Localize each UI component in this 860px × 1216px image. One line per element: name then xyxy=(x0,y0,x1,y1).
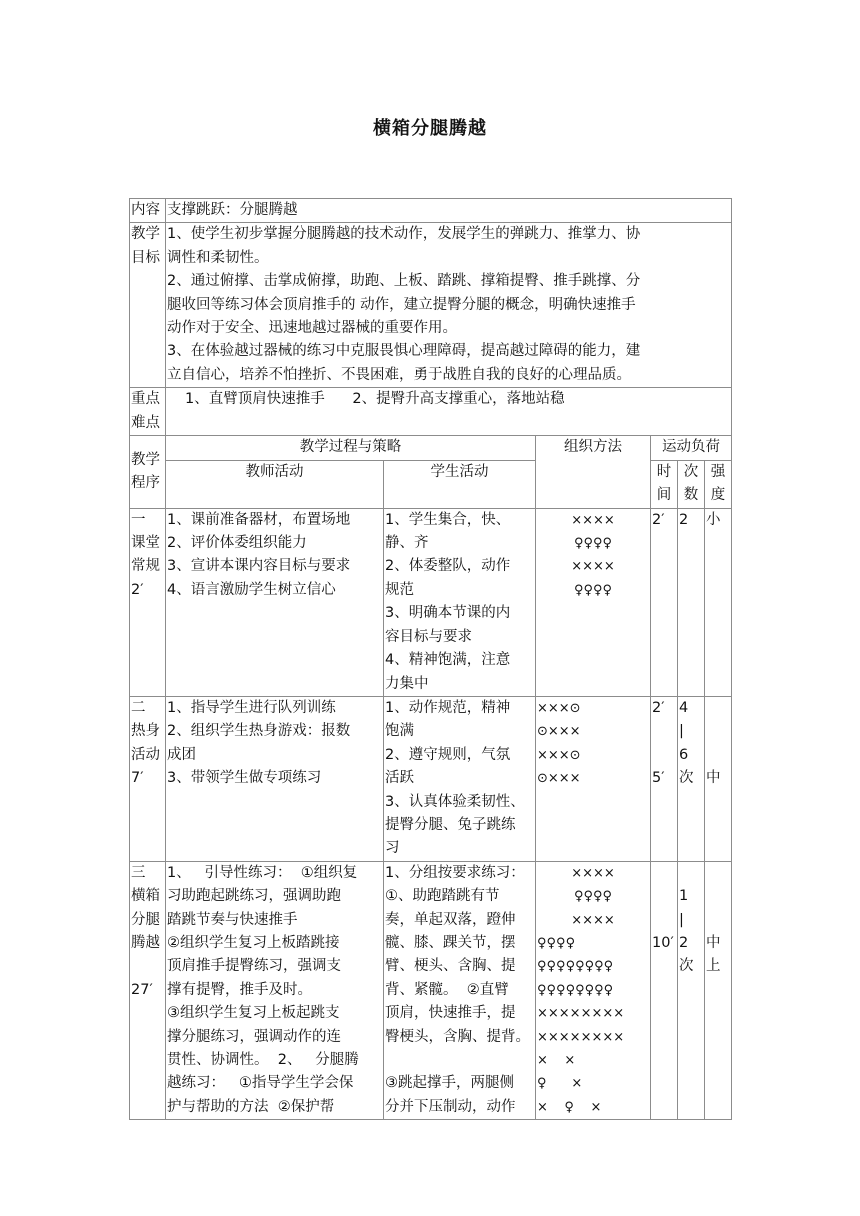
table-row xyxy=(130,508,732,696)
stage-cell: 一 课堂 常规 2′ xyxy=(130,508,166,696)
organization-header: 组织方法 xyxy=(536,436,651,508)
stage-cell: 二 热身 活动 7′ xyxy=(130,696,166,861)
teacher-cell: 1、 引导性练习： ①组织复 习助跑起跳练习，强调助跑 踏跳节奏与快速推手 ②组织学生复习上板踏跳接 顶肩推手提臀练习，强调支 撑有提臀，推手及时。 ③组织学生复习上板起跳支 撑分腿练习，强调动作的连 贯性、协调性。 2、 分腿腾 越练习： ①指导学生学会保 护与帮助的方法 ②保护帮 xyxy=(166,861,384,1119)
org-cell: ×××× ♀♀♀♀ ×××× ♀♀♀♀ xyxy=(536,508,651,696)
stage-cell: 三 横箱 分腿 腾越 27′ xyxy=(130,861,166,1119)
count-cell: 4 | 6 次 xyxy=(678,696,705,861)
table-row xyxy=(130,861,732,1119)
intensity-header: 强 度 xyxy=(705,460,732,508)
org-cell: ×××× ♀♀♀♀ ×××× ♀♀♀♀ ♀♀♀♀♀♀♀♀ ♀♀♀♀♀♀♀♀ ×××××××× ×××××××× × × ♀ × × ♀ × xyxy=(536,861,651,1119)
org-cell: ×××⊙ ⊙××× ×××⊙ ⊙××× xyxy=(536,696,651,861)
time-cell: 2′ xyxy=(651,508,678,696)
count-cell: 2 xyxy=(678,508,705,696)
time-header: 时 间 xyxy=(651,460,678,508)
goals-label: 教学 目标 xyxy=(130,223,166,388)
table-row xyxy=(130,696,732,861)
student-cell: 1、分组按要求练习： ①、助跑踏跳有节 奏，单起双落，蹬伸 髋、膝、踝关节，摆 臂、梗头、含胸、提 背、紧髋。 ②直臂 顶肩，快速推手，提 臀梗头，含胸、提背。 ③跳起撑手，两腿侧 分并下压制动，动作 xyxy=(384,861,536,1119)
intensity-cell: 中 上 xyxy=(705,861,732,1119)
student-cell: 1、学生集合，快、 静、齐 2、体委整队，动作 规范 3、明确本节课的内 容目标与要求 4、精神饱满，注意 力集中 xyxy=(384,508,536,696)
keypoints-value: 1、直臂顶肩快速推手 2、提臀升高支撑重心，落地站稳 xyxy=(166,388,732,436)
content-value: 支撑跳跃：分腿腾越 xyxy=(166,199,732,223)
content-label: 内容 xyxy=(130,199,166,223)
time-cell: 2′ 5′ xyxy=(651,696,678,861)
teacher-cell: 1、指导学生进行队列训练 2、组织学生热身游戏：报数 成团 3、带领学生做专项练习 xyxy=(166,696,384,861)
sequence-header: 教学 程序 xyxy=(130,436,166,508)
load-header: 运动负荷 xyxy=(651,436,732,460)
time-cell: 10′ xyxy=(651,861,678,1119)
student-cell: 1、动作规范，精神 饱满 2、遵守规则，气氛 活跃 3、认真体验柔韧性、 提臀分腿、兔子跳练 习 xyxy=(384,696,536,861)
goals-value: 1、使学生初步掌握分腿腾越的技术动作，发展学生的弹跳力、推掌力、协 调性和柔韧性。 2、通过俯撑、击掌成俯撑，助跑、上板、踏跳、撑箱提臀、推手跳撑、分 腿收回等练习体会顶肩推手的 动作，建立提臀分腿的概念，明确快速推手 动作对于安全、迅速地越过器械的重要作用。 3、在体验越过器械的练习中克服畏惧心理障碍，提高越过障碍的能力，建 立自信心，培养不怕挫折、不畏困难，勇于战胜自我的良好的心理品质。 xyxy=(166,223,732,388)
keypoints-label: 重点 难点 xyxy=(130,388,166,436)
count-header: 次 数 xyxy=(678,460,705,508)
intensity-cell: 小 xyxy=(705,508,732,696)
page-title: 横箱分腿腾越 xyxy=(373,118,487,139)
teacher-cell: 1、课前准备器材，布置场地 2、评价体委组织能力 3、宣讲本课内容目标与要求 4、语言激励学生树立信心 xyxy=(166,508,384,696)
intensity-cell: 中 xyxy=(705,696,732,861)
student-header: 学生活动 xyxy=(384,460,536,508)
process-header: 教学过程与策略 xyxy=(166,436,536,460)
teacher-header: 教师活动 xyxy=(166,460,384,508)
count-cell: 1 | 2 次 xyxy=(678,861,705,1119)
lesson-plan-table xyxy=(129,198,732,1120)
